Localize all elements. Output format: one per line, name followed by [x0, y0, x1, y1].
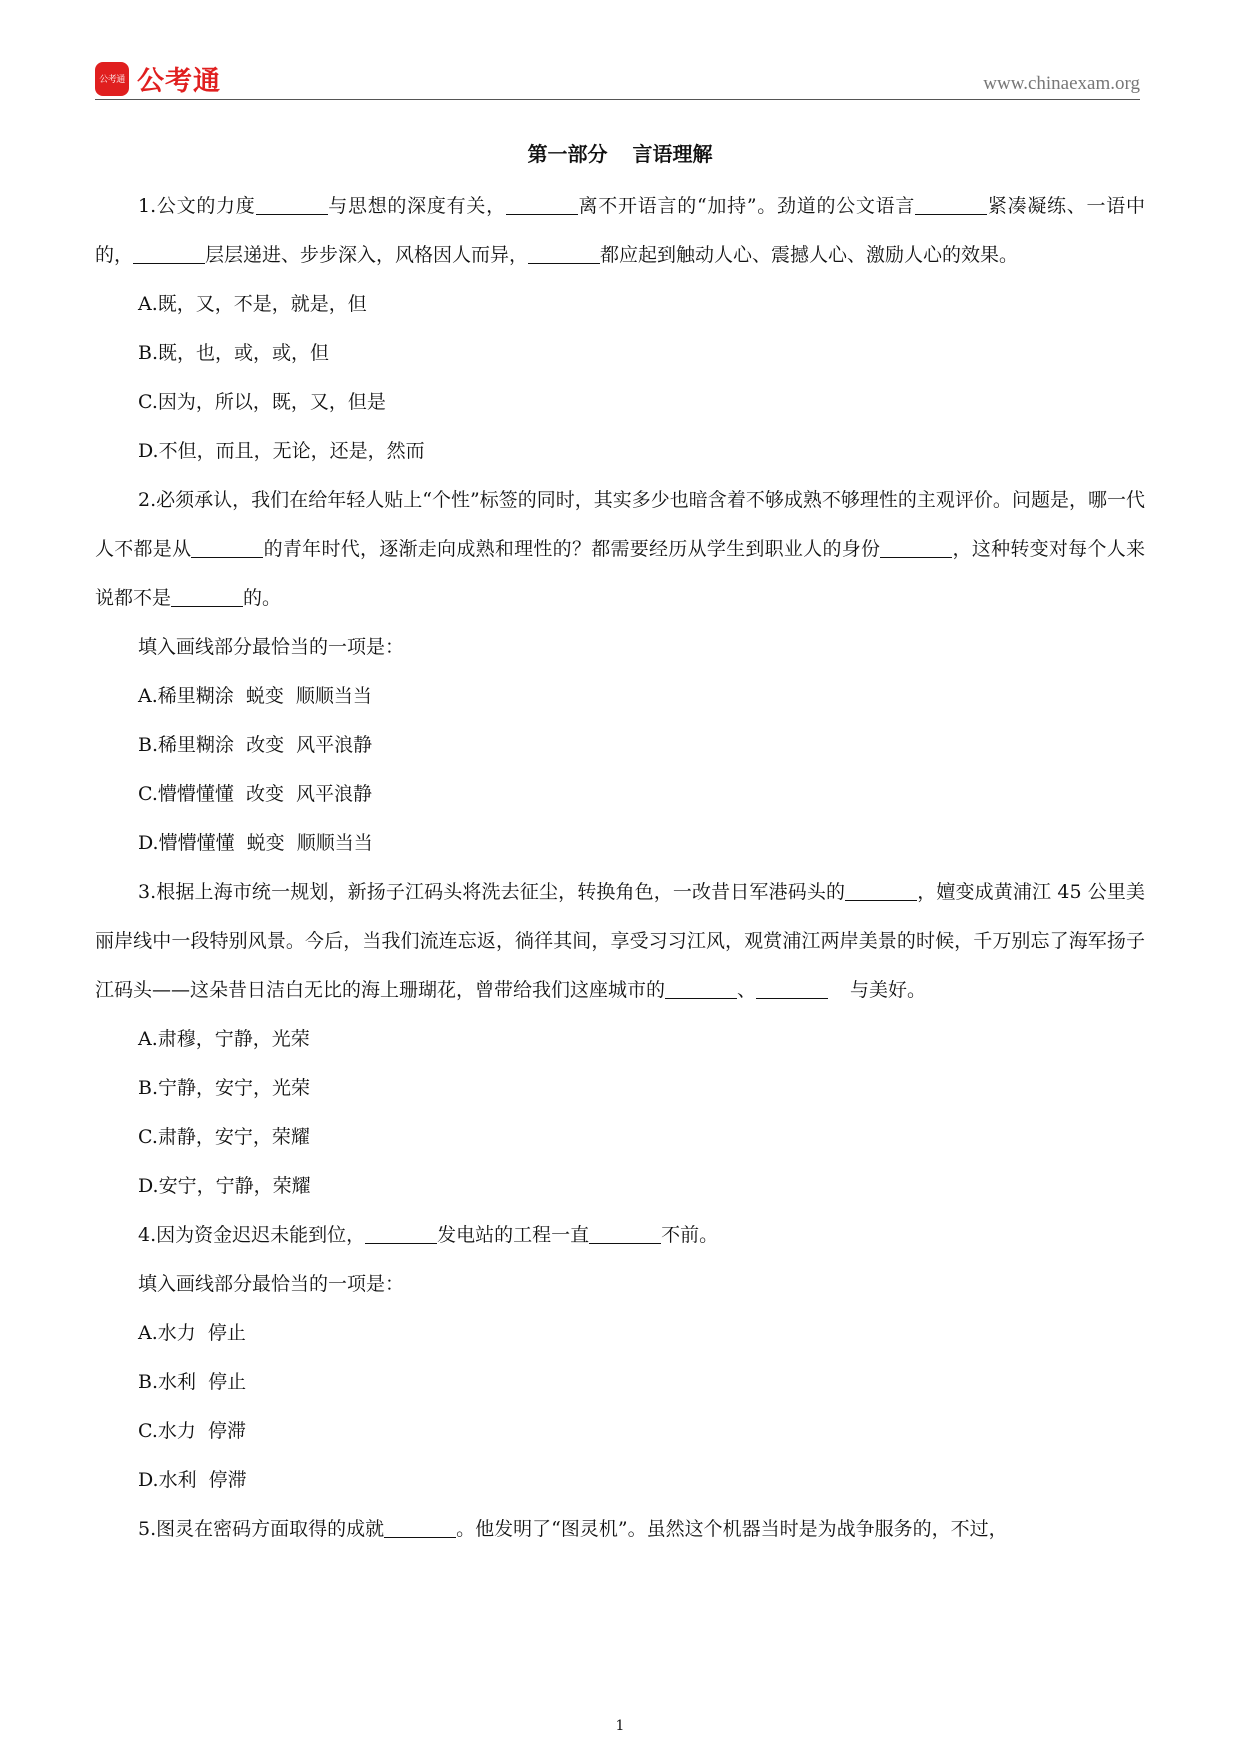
- question-5-stem: [95, 1505, 1145, 1554]
- logo-text: 公考通: [137, 66, 221, 97]
- option-d: D.安宁，宁静，荣耀: [138, 1175, 311, 1197]
- answer-blank: [133, 244, 205, 264]
- option-b: B.水利 停止: [138, 1371, 247, 1393]
- answer-blank: [191, 538, 263, 558]
- question-prompt: 填入画线部分最恰当的一项是：: [138, 636, 405, 658]
- stem-text: 的。: [243, 587, 282, 609]
- question-2-stem: [95, 476, 1145, 623]
- stem-text: 紧凑凝练、一语中的，: [95, 195, 1145, 266]
- question-4-stem: [95, 1211, 1145, 1260]
- question-list: [95, 182, 1145, 1554]
- stem-text: 都应起到触动人心、震撼人心、激励人心的效果。: [600, 244, 1019, 266]
- answer-blank: [880, 538, 952, 558]
- option-c: C.水力 停滞: [138, 1420, 246, 1442]
- logo-badge-icon: 公考通: [95, 62, 129, 96]
- option-c: C.因为，所以，既，又，但是: [138, 391, 386, 413]
- stem-text: 的青年时代，逐渐走向成熟和理性的？都需要经历从学生到职业人的身份: [263, 538, 881, 560]
- answer-blank: [256, 195, 328, 215]
- site-url: www.chinaexam.org: [983, 73, 1140, 94]
- stem-text: 离不开语言的“加持”。劲道的公文语言: [577, 195, 916, 217]
- section-title: 第一部分 言语理解: [527, 142, 713, 166]
- stem-text: 5.图灵在密码方面取得的成就: [138, 1518, 385, 1540]
- answer-blank: [665, 979, 737, 999]
- question-prompt: 填入画线部分最恰当的一项是：: [138, 1273, 405, 1295]
- option-b: B.稀里糊涂 改变 风平浪静: [138, 734, 373, 756]
- option-d: D.水利 停滞: [138, 1469, 247, 1491]
- answer-blank: [506, 195, 578, 215]
- question-3-stem: [95, 868, 1145, 1015]
- stem-text: ，这种转变对每个人来说都不是: [95, 538, 1145, 609]
- page-header: [95, 55, 1140, 100]
- answer-blank: [845, 881, 917, 901]
- stem-text: 3.根据上海市统一规划，新扬子江码头将洗去征尘，转换角色，一改昔日军港码头的: [138, 881, 846, 903]
- option-a: A.肃穆，宁静，光荣: [138, 1028, 310, 1050]
- answer-blank: [528, 244, 600, 264]
- option-a: A.既，又，不是，就是，但: [138, 293, 367, 315]
- brand-logo: [95, 59, 221, 98]
- option-a: A.稀里糊涂 蜕变 顺顺当当: [138, 685, 372, 707]
- stem-text: 2.必须承认，我们在给年轻人贴上“个性”标签的同时，其实多少也暗含着不够成熟不够理性的主观评价。问题是，哪一代人不都是从: [95, 489, 1145, 560]
- answer-blank: [171, 587, 243, 607]
- stem-text: 、: [737, 979, 757, 1001]
- option-b: B.既，也，或，或，但: [138, 342, 330, 364]
- stem-text: ，嬗变成黄浦江 45 公里美丽岸线中一段特别风景。今后，当我们流连忘返，徜徉其间，享受习习江风，观赏浦江两岸美景的时候，千万别忘了海军扬子江码头——这朵昔日洁白无比的海上珊瑚花，曾带给我们这座城市的: [95, 881, 1145, 1001]
- option-b: B.宁静，安宁，光荣: [138, 1077, 311, 1099]
- stem-text: 与美好。: [850, 979, 927, 1001]
- stem-text: 不前。: [661, 1224, 719, 1246]
- answer-blank: [915, 195, 987, 215]
- stem-text: 发电站的工程一直: [437, 1224, 590, 1246]
- option-d: D.懵懵懂懂 蜕变 顺顺当当: [138, 832, 373, 854]
- question-1-stem: [95, 182, 1145, 280]
- answer-blank: [756, 979, 828, 999]
- answer-blank: [589, 1224, 661, 1244]
- option-c: C.肃静，安宁，荣耀: [138, 1126, 310, 1148]
- stem-text: 。他发明了“图灵机”。虽然这个机器当时是为战争服务的，不过，: [456, 1518, 1008, 1540]
- page-number: 1: [615, 1718, 625, 1734]
- answer-blank: [384, 1518, 456, 1538]
- answer-blank: [365, 1224, 437, 1244]
- stem-text: 层层递进、步步深入，风格因人而异，: [205, 244, 529, 266]
- stem-text: 与思想的深度有关，: [327, 195, 506, 217]
- option-a: A.水力 停止: [138, 1322, 246, 1344]
- option-c: C.懵懵懂懂 改变 风平浪静: [138, 783, 373, 805]
- stem-text: 1.公文的力度: [138, 195, 256, 217]
- option-d: D.不但，而且，无论，还是，然而: [138, 440, 425, 462]
- stem-text: 4.因为资金迟迟未能到位，: [138, 1224, 366, 1246]
